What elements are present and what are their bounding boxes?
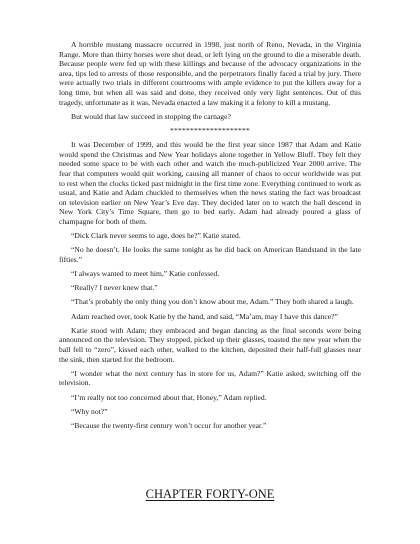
paragraph-dialogue: “No he doesn’t. He looks the same tonight as he did back on American Bandstand in the late fifties.” [59,245,361,264]
page-body [59,40,361,435]
chapter-heading: CHAPTER FORTY-ONE [145,487,275,501]
section-divider: ******************** [170,125,250,135]
paragraph-law-question: But would that law succeed in stopping the carnage? [71,111,231,121]
paragraph-dance: Adam reached over, took Katie by the hand, and said, “Ma’am, may I have this dance?” [71,311,338,321]
paragraph-dialogue: “I’m really not too concerned about that, Honey,” Adam replied. [71,392,267,402]
paragraph-december-1999: It was December of 1999, and this would be the first year since 1987 that Adam and Katie would spend the Christmas and New Year holidays alone together in Yellow Bluff. They felt they needed some space to be with each other and watch the much-publicized Year 2000 arrive. The fear that computers would quit working, causing all manner of chaos to occur worldwide was put to rest when the clocks ticked past midnight in the first time zone. Everything continued to work as usual, and Katie and Adam chuckled to themselves when the news stating the fact was broadcast on television earlier on New Year’s Eve day. They decided later on to watch the ball descend in New York City’s Time Square, then go to bed early. Adam had already poured a glass of champagne for both of them. [59,140,361,226]
paragraph-new-year: Katie stood with Adam; they embraced and began dancing as the final seconds were being announced on the television. They stopped, picked up their glasses, toasted the new year when the ball fell to “zero”, kissed each other, walked to the kitchen, deposited their half-full glasses near the sink, then started for the bedroom. [59,325,361,364]
paragraph-dialogue: “I always wanted to meet him,” Katie confessed. [71,269,220,279]
paragraph-dialogue: “Dick Clark never seems to age, does he?” Katie stated. [71,231,241,241]
paragraph-dialogue: “Because the twenty-first century won’t occur for another year.” [71,420,267,430]
paragraph-mustang-massacre: A horrible mustang massacre occurred in 1998, just north of Reno, Nevada, in the Virginia Range. More than thirty horses were shot dead, or left lying on the ground to die a miserable death. Because people were fed up with these killings and because of the advocacy organizations in the area, tips led to arrests of those responsible, and the perpetrators finally faced a trial by jury. There were actually two trials in different courtrooms with ample evidence to put the killers away for a long time, but when all was said and done, they received only very light sentences. Out of this tragedy, unfortunate as it was, Nevada enacted a law making it a felony to kill a mustang. [59,40,361,107]
paragraph-dialogue: “Really? I never knew that.” [71,283,158,293]
paragraph-dialogue: “I wonder what the next century has in store for us, Adam?” Katie asked, switching off the television. [59,368,361,388]
paragraph-dialogue: “That’s probably the only thing you don’t know about me, Adam.” They both shared a laugh. [71,297,354,307]
paragraph-dialogue: “Why not?” [71,406,108,416]
